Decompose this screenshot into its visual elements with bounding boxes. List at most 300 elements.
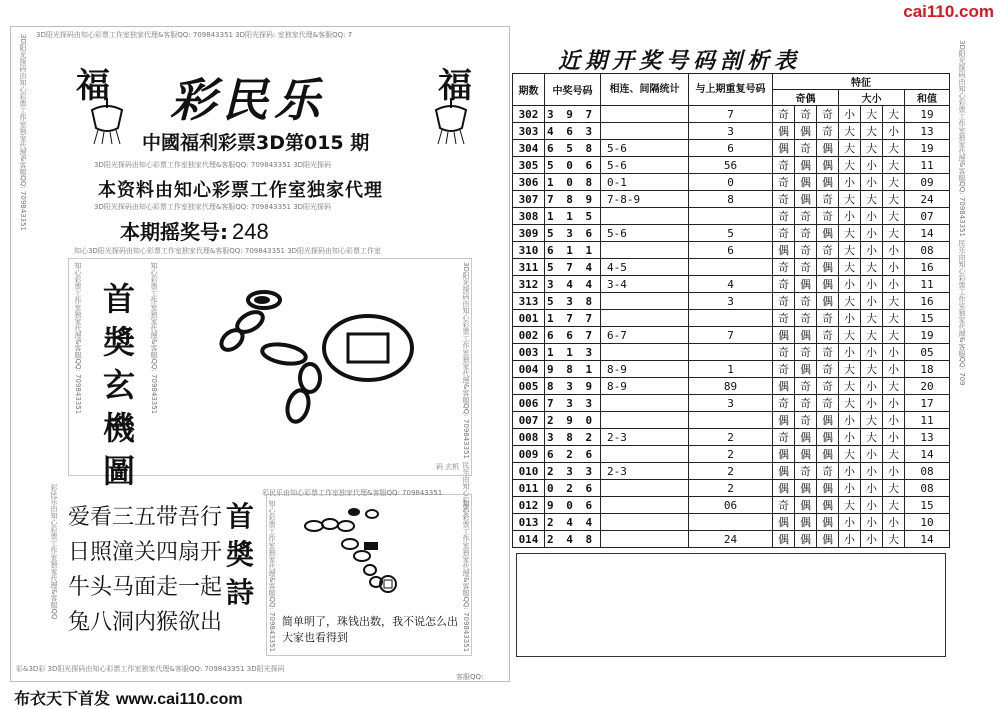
draw-number-label: 本期摇奖号:: [120, 220, 228, 244]
strip-3: 知心3D阳光探码由知心彩票工作室独家代理&客服QQ: 709843351 3D阳光探码由知心彩票工作室: [74, 247, 382, 255]
big-small-cell: 大: [839, 378, 861, 395]
repeat-cell: 4: [689, 276, 773, 293]
odd-even-cell: 奇: [795, 259, 817, 276]
big-small-cell: 小: [861, 344, 883, 361]
fu-left: 福: [76, 66, 110, 106]
sum-cell: 16: [905, 259, 950, 276]
odd-even-cell: 偶: [795, 531, 817, 548]
lantern-tassel-icon: [428, 98, 474, 146]
table-row: [513, 395, 950, 412]
big-small-cell: 小: [839, 429, 861, 446]
issue-cell: 005: [513, 378, 545, 395]
odd-even-cell: 奇: [817, 378, 839, 395]
odd-even-cell: 奇: [795, 412, 817, 429]
sum-cell: 11: [905, 412, 950, 429]
big-small-cell: 大: [883, 157, 905, 174]
odd-even-cell: 奇: [795, 140, 817, 157]
table-row: [513, 174, 950, 191]
big-small-cell: 大: [861, 361, 883, 378]
big-small-cell: 大: [839, 123, 861, 140]
table-row: [513, 361, 950, 378]
table-row: [513, 480, 950, 497]
sum-cell: 17: [905, 395, 950, 412]
numbers-cell: 1 7 7: [545, 310, 601, 327]
blank-notes-box: [516, 553, 946, 657]
odd-even-cell: 奇: [773, 293, 795, 310]
big-small-cell: 小: [883, 395, 905, 412]
repeat-cell: 2: [689, 480, 773, 497]
big-small-cell: 大: [883, 480, 905, 497]
big-small-cell: 大: [861, 140, 883, 157]
big-small-cell: 小: [839, 276, 861, 293]
big-small-cell: 小: [883, 276, 905, 293]
repeat-cell: 89: [689, 378, 773, 395]
numbers-cell: 3 8 2: [545, 429, 601, 446]
table-row: [513, 276, 950, 293]
issue-cell: 002: [513, 327, 545, 344]
sum-cell: 20: [905, 378, 950, 395]
numbers-cell: 7 3 3: [545, 395, 601, 412]
big-small-cell: 大: [883, 174, 905, 191]
big-small-cell: 大: [883, 293, 905, 310]
big-small-cell: 大: [883, 140, 905, 157]
repeat-cell: 6: [689, 140, 773, 157]
odd-even-cell: 偶: [773, 446, 795, 463]
bottom-strip-right: 客服QQ:: [456, 673, 484, 681]
big-small-cell: 大: [861, 327, 883, 344]
issue-cell: 001: [513, 310, 545, 327]
repeat-cell: [689, 344, 773, 361]
big-small-cell: 小: [861, 208, 883, 225]
big-small-cell: 大: [883, 310, 905, 327]
draw-analysis-table: [512, 73, 950, 548]
issue-cell: 010: [513, 463, 545, 480]
big-small-cell: 大: [839, 361, 861, 378]
odd-even-cell: 偶: [817, 514, 839, 531]
big-small-cell: 小: [861, 395, 883, 412]
inner-vertical-mid: 知心彩票工作室独家代理&客服QQ: 709843351: [150, 262, 158, 415]
repeat-cell: 6: [689, 242, 773, 259]
odd-even-cell: 奇: [817, 344, 839, 361]
odd-even-cell: 奇: [773, 259, 795, 276]
issue-cell: 009: [513, 446, 545, 463]
repeat-cell: 3: [689, 395, 773, 412]
big-small-cell: 大: [839, 259, 861, 276]
repeat-cell: 24: [689, 531, 773, 548]
left-vertical-strip: 3D阳光探码由知心彩票工作室独家代理&客服QQ: 709843351: [19, 34, 27, 231]
odd-even-cell: 偶: [773, 378, 795, 395]
numbers-cell: 5 3 6: [545, 225, 601, 242]
odd-even-cell: 偶: [773, 514, 795, 531]
span-cell: 6-7: [601, 327, 689, 344]
span-cell: [601, 514, 689, 531]
odd-even-cell: 偶: [817, 446, 839, 463]
span-cell: 2-3: [601, 429, 689, 446]
issue-cell: 008: [513, 429, 545, 446]
table-row: [513, 242, 950, 259]
repeat-cell: [689, 514, 773, 531]
odd-even-cell: 奇: [773, 225, 795, 242]
big-small-cell: 小: [861, 531, 883, 548]
table-row: [513, 191, 950, 208]
odd-even-cell: 偶: [817, 276, 839, 293]
issue-cell: 003: [513, 344, 545, 361]
big-small-cell: 小: [883, 242, 905, 259]
odd-even-cell: 奇: [773, 310, 795, 327]
span-cell: [601, 446, 689, 463]
table-row: [513, 344, 950, 361]
repeat-cell: 5: [689, 225, 773, 242]
big-small-cell: 小: [883, 463, 905, 480]
big-small-cell: 小: [861, 378, 883, 395]
newsletter-title: 彩民乐: [170, 73, 326, 127]
repeat-cell: [689, 208, 773, 225]
big-small-cell: 小: [861, 225, 883, 242]
header-repeat: 与上期重复号码: [689, 74, 773, 106]
big-small-cell: 小: [883, 259, 905, 276]
odd-even-cell: 奇: [773, 106, 795, 123]
big-small-cell: 大: [883, 208, 905, 225]
span-cell: 0-1: [601, 174, 689, 191]
numbers-cell: 6 5 8: [545, 140, 601, 157]
agent-line: 本资料由知心彩票工作室独家代理: [98, 180, 383, 201]
odd-even-cell: 偶: [795, 361, 817, 378]
poem-line: 牛头马面走一起: [68, 575, 223, 600]
poem-line: 兔八洞内猴欲出: [68, 610, 223, 635]
big-small-cell: 小: [883, 123, 905, 140]
span-cell: 4-5: [601, 259, 689, 276]
issue-cell: 011: [513, 480, 545, 497]
odd-even-cell: 偶: [773, 531, 795, 548]
odd-even-cell: 奇: [795, 208, 817, 225]
numbers-cell: 1 1 5: [545, 208, 601, 225]
footer: [14, 686, 243, 709]
big-small-cell: 大: [861, 429, 883, 446]
numbers-cell: 5 3 8: [545, 293, 601, 310]
span-cell: 8-9: [601, 361, 689, 378]
odd-even-cell: 偶: [817, 429, 839, 446]
big-small-cell: 小: [839, 310, 861, 327]
big-small-cell: 大: [883, 378, 905, 395]
sum-cell: 10: [905, 514, 950, 531]
odd-even-cell: 奇: [817, 361, 839, 378]
odd-even-cell: 奇: [773, 344, 795, 361]
big-small-cell: 小: [839, 412, 861, 429]
numbers-cell: 0 2 6: [545, 480, 601, 497]
odd-even-cell: 奇: [773, 429, 795, 446]
numbers-cell: 1 0 8: [545, 174, 601, 191]
big-small-cell: 小: [861, 480, 883, 497]
header-span: 相连、间隔统计: [601, 74, 689, 106]
span-cell: [601, 106, 689, 123]
coin-puzzle-icon: [212, 282, 444, 448]
big-small-cell: 大: [883, 106, 905, 123]
issue-cell: 309: [513, 225, 545, 242]
table-row: [513, 378, 950, 395]
inner-vertical-right: 3D阳光探码由知心彩票工作室独家代理&客服QQ: 709843351 民乐由知心彩票工: [462, 262, 470, 518]
odd-even-cell: 偶: [795, 497, 817, 514]
odd-even-cell: 奇: [773, 395, 795, 412]
big-small-cell: 大: [839, 497, 861, 514]
big-small-cell: 大: [839, 140, 861, 157]
numbers-cell: 6 2 6: [545, 446, 601, 463]
odd-even-cell: 奇: [773, 276, 795, 293]
issue-cell: 311: [513, 259, 545, 276]
sum-cell: 18: [905, 361, 950, 378]
big-small-cell: 小: [861, 276, 883, 293]
odd-even-cell: 偶: [817, 259, 839, 276]
odd-even-cell: 奇: [817, 208, 839, 225]
poem-line: 爱看三五带吾行: [68, 505, 223, 530]
odd-even-cell: 奇: [817, 106, 839, 123]
odd-even-cell: 奇: [817, 191, 839, 208]
poem-box-vertical: 知心彩票工作室独家代理&客服QQ: 709843351: [268, 500, 276, 653]
repeat-cell: [689, 412, 773, 429]
issue-cell: 308: [513, 208, 545, 225]
odd-even-cell: 奇: [817, 310, 839, 327]
issue-cell: 306: [513, 174, 545, 191]
odd-even-cell: 偶: [817, 497, 839, 514]
odd-even-cell: 偶: [795, 174, 817, 191]
sum-cell: 19: [905, 106, 950, 123]
odd-even-cell: 偶: [817, 174, 839, 191]
numbers-cell: 2 4 8: [545, 531, 601, 548]
odd-even-cell: 偶: [773, 123, 795, 140]
header-bigsmall: 大小: [839, 90, 905, 106]
odd-even-cell: 偶: [817, 293, 839, 310]
footer-url[interactable]: www.cai110.com: [116, 691, 243, 708]
big-small-cell: 大: [883, 225, 905, 242]
sum-cell: 05: [905, 344, 950, 361]
lantern-tassel-icon: [84, 98, 130, 146]
table-row: [513, 446, 950, 463]
header-numbers: 中奖号码: [545, 74, 601, 106]
right-vertical-strip: 3D阳光探码由知心彩票工作室独家代理&客服QQ: 709843351 民乐由知心彩票工作室独家代理&客服QQ: 709: [958, 40, 966, 386]
big-small-cell: 小: [883, 514, 905, 531]
span-cell: 5-6: [601, 140, 689, 157]
strip-1: 3D阳光探码由知心彩票工作室独家代理&客服QQ: 709843351 3D阳光探码: [94, 161, 332, 169]
odd-even-cell: 奇: [795, 344, 817, 361]
sum-cell: 08: [905, 463, 950, 480]
numbers-cell: 6 1 1: [545, 242, 601, 259]
odd-even-cell: 偶: [795, 123, 817, 140]
poem-box-vertical-right: 知心彩票工作室独家代理&客服QQ: 709843351: [462, 500, 470, 653]
sum-cell: 15: [905, 497, 950, 514]
fu-right: 福: [438, 66, 472, 106]
odd-even-cell: 偶: [817, 480, 839, 497]
big-small-cell: 小: [883, 429, 905, 446]
issue-cell: 305: [513, 157, 545, 174]
numbers-cell: 1 1 3: [545, 344, 601, 361]
sum-cell: 15: [905, 310, 950, 327]
big-small-cell: 大: [861, 259, 883, 276]
odd-even-cell: 奇: [773, 174, 795, 191]
big-small-cell: 小: [839, 174, 861, 191]
sum-cell: 14: [905, 446, 950, 463]
puzzle-title: 首奬玄機圖: [102, 280, 135, 490]
big-small-cell: 大: [861, 191, 883, 208]
inner-vertical-left: 知心彩票工作室独家代理&客服QQ: 709843351: [74, 262, 82, 415]
span-cell: 7-8-9: [601, 191, 689, 208]
span-cell: [601, 293, 689, 310]
table-row: [513, 225, 950, 242]
author-note: 简单明了，珠钱出数，我不说怎么出大家也看得到: [282, 615, 458, 644]
odd-even-cell: 偶: [817, 225, 839, 242]
big-small-cell: 小: [883, 344, 905, 361]
sum-cell: 19: [905, 140, 950, 157]
odd-even-cell: 奇: [817, 327, 839, 344]
big-small-cell: 大: [839, 225, 861, 242]
span-cell: [601, 497, 689, 514]
big-small-cell: 小: [861, 463, 883, 480]
odd-even-cell: 奇: [817, 463, 839, 480]
draw-number-value: 248: [232, 219, 269, 244]
table-title: 近期开奖号码剖析表: [558, 48, 802, 74]
repeat-cell: 7: [689, 327, 773, 344]
odd-even-cell: 奇: [773, 208, 795, 225]
span-cell: [601, 123, 689, 140]
big-small-cell: 大: [861, 310, 883, 327]
repeat-cell: 2: [689, 446, 773, 463]
big-small-cell: 小: [883, 361, 905, 378]
numbers-cell: 2 9 0: [545, 412, 601, 429]
big-small-cell: 小: [839, 531, 861, 548]
poem-title: 首奬詩: [226, 500, 255, 609]
sum-cell: 09: [905, 174, 950, 191]
numbers-cell: 4 6 3: [545, 123, 601, 140]
table-row: [513, 531, 950, 548]
repeat-cell: 8: [689, 191, 773, 208]
big-small-cell: 小: [839, 480, 861, 497]
numbers-cell: 6 6 7: [545, 327, 601, 344]
span-cell: [601, 242, 689, 259]
footer-label: 布衣天下首发: [14, 689, 111, 708]
table-row: [513, 259, 950, 276]
numbers-cell: 2 4 4: [545, 514, 601, 531]
table-header: [513, 74, 950, 106]
sum-cell: 16: [905, 293, 950, 310]
table-row: [513, 514, 950, 531]
big-small-cell: 小: [861, 293, 883, 310]
odd-even-cell: 奇: [795, 225, 817, 242]
big-small-cell: 小: [839, 463, 861, 480]
big-small-cell: 小: [883, 412, 905, 429]
big-small-cell: 大: [861, 106, 883, 123]
odd-even-cell: 偶: [795, 429, 817, 446]
span-cell: [601, 344, 689, 361]
numbers-cell: 9 8 1: [545, 361, 601, 378]
repeat-cell: [689, 259, 773, 276]
table-row: [513, 157, 950, 174]
table-row: [513, 412, 950, 429]
issue-cell: 302: [513, 106, 545, 123]
odd-even-cell: 偶: [773, 480, 795, 497]
big-small-cell: 小: [861, 514, 883, 531]
coin-chain-icon: [290, 502, 420, 606]
issue-cell: 007: [513, 412, 545, 429]
numbers-cell: 3 9 7: [545, 106, 601, 123]
odd-even-cell: 偶: [795, 276, 817, 293]
sum-cell: 08: [905, 480, 950, 497]
repeat-cell: 3: [689, 123, 773, 140]
odd-even-cell: 偶: [817, 140, 839, 157]
big-small-cell: 大: [839, 395, 861, 412]
issue-cell: 006: [513, 395, 545, 412]
odd-even-cell: 奇: [773, 497, 795, 514]
big-small-cell: 小: [861, 242, 883, 259]
strip-2: 3D阳光探码由知心彩票工作室独家代理&客服QQ: 709843351 3D阳光探码: [94, 203, 332, 211]
big-small-cell: 小: [839, 208, 861, 225]
draw-number: [120, 216, 269, 245]
repeat-cell: 1: [689, 361, 773, 378]
odd-even-cell: 偶: [795, 480, 817, 497]
odd-even-cell: 奇: [795, 395, 817, 412]
big-small-cell: 小: [861, 157, 883, 174]
repeat-cell: 2: [689, 429, 773, 446]
odd-even-cell: 偶: [773, 412, 795, 429]
table-row: [513, 140, 950, 157]
odd-even-cell: 奇: [773, 191, 795, 208]
issue-cell: 014: [513, 531, 545, 548]
repeat-cell: 56: [689, 157, 773, 174]
issue-cell: 312: [513, 276, 545, 293]
big-small-cell: 小: [861, 497, 883, 514]
repeat-cell: 0: [689, 174, 773, 191]
sum-cell: 14: [905, 225, 950, 242]
table-row: [513, 497, 950, 514]
odd-even-cell: 奇: [773, 157, 795, 174]
odd-even-cell: 偶: [817, 157, 839, 174]
odd-even-cell: 偶: [773, 242, 795, 259]
big-small-cell: 大: [883, 446, 905, 463]
span-cell: 8-9: [601, 378, 689, 395]
sum-cell: 14: [905, 531, 950, 548]
odd-even-cell: 奇: [795, 463, 817, 480]
big-small-cell: 大: [839, 327, 861, 344]
odd-even-cell: 奇: [773, 361, 795, 378]
big-small-cell: 大: [861, 412, 883, 429]
site-watermark: cai110.com: [903, 2, 994, 21]
issue-cell: 303: [513, 123, 545, 140]
sum-cell: 07: [905, 208, 950, 225]
sum-cell: 13: [905, 123, 950, 140]
odd-even-cell: 偶: [795, 157, 817, 174]
sum-cell: 11: [905, 276, 950, 293]
span-cell: 5-6: [601, 225, 689, 242]
span-cell: [601, 310, 689, 327]
big-small-cell: 大: [839, 242, 861, 259]
numbers-cell: 9 0 6: [545, 497, 601, 514]
big-small-cell: 小: [839, 344, 861, 361]
odd-even-cell: 奇: [817, 123, 839, 140]
big-small-cell: 小: [861, 446, 883, 463]
table-row: [513, 293, 950, 310]
span-cell: [601, 208, 689, 225]
numbers-cell: 2 3 3: [545, 463, 601, 480]
odd-even-cell: 奇: [795, 242, 817, 259]
numbers-cell: 5 7 4: [545, 259, 601, 276]
header-sum: 和值: [905, 90, 950, 106]
odd-even-cell: 偶: [795, 514, 817, 531]
numbers-cell: 5 0 6: [545, 157, 601, 174]
span-cell: [601, 531, 689, 548]
odd-even-cell: 偶: [817, 412, 839, 429]
odd-even-cell: 奇: [795, 106, 817, 123]
header-oddeven: 奇偶: [773, 90, 839, 106]
odd-even-cell: 偶: [817, 531, 839, 548]
big-small-cell: 大: [883, 191, 905, 208]
odd-even-cell: 奇: [795, 310, 817, 327]
